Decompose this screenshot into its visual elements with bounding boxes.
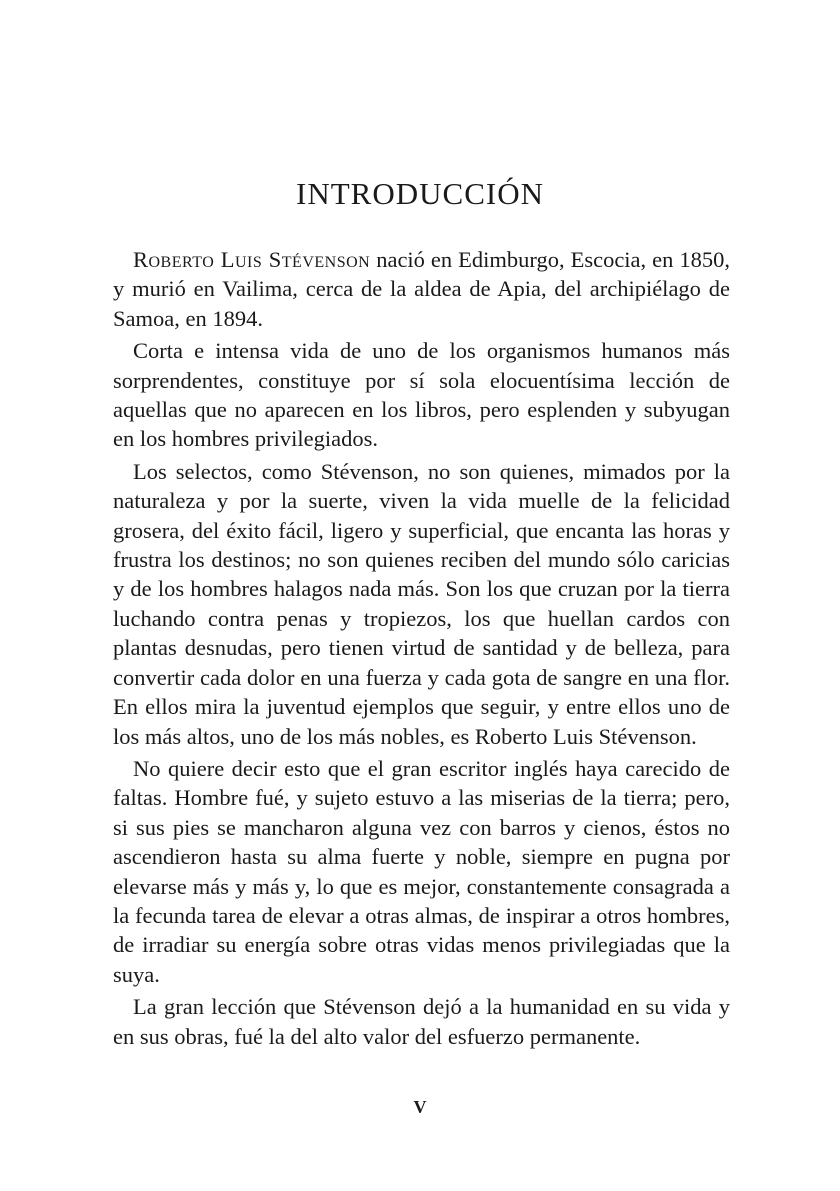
body-text <box>113 245 730 1051</box>
paragraph-5: La gran lección que Stévenson dejó a la humanidad en su vida y en sus obras, fué la del alto valor del esfuerzo permanente. <box>113 994 730 1049</box>
paragraph-1 <box>113 245 730 333</box>
paragraph-2: Corta e intensa vida de uno de los organismos humanos más sorprendentes, constituye por sí sola elocuentísima lección de aquellas que no aparecen en los libros, pero esplenden y subyugan en los hombres privilegiados. <box>113 338 730 452</box>
paragraph-1-text: nació en Edimburgo, Escocia, en 1850, y murió en Vailima, cerca de la aldea de Apia, del archipiélago de Samoa, en 1894. <box>113 247 731 331</box>
author-name: Roberto Luis Stévenson <box>133 247 371 272</box>
page-number: V <box>413 1097 427 1117</box>
page-title: INTRODUCCIÓN <box>296 176 544 211</box>
paragraph-3: Los selectos, como Stévenson, no son quienes, mimados por la naturaleza y por la suerte, viven la vida muelle de la felicidad grosera, del éxito fácil, ligero y superficial, que encanta las horas y frustra los destinos; no son quienes reciben del mundo sólo caricias y de los hombres halagos nada más. Son los que cruzan por la tierra luchando contra penas y tropiezos, los que huellan cardos con plantas desnudas, pero tienen virtud de santidad y de belleza, para convertir cada dolor en una fuerza y cada gota de sangre en una flor. En ellos mira la juventud ejemplos que seguir, y entre ellos uno de los más altos, uno de los más nobles, es Roberto Luis Stévenson. <box>113 458 730 749</box>
paragraph-4: No quiere decir esto que el gran escritor inglés haya carecido de faltas. Hombre fué, y sujeto estuvo a las miserias de la tierra; pero, si sus pies se mancharon alguna vez con barros y cienos, éstos no ascendieron hasta su alma fuerte y noble, siempre en pugna por elevarse más y más y, lo que es mejor, constantemente consagrada a la fecunda tarea de elevar a otras almas, de inspirar a otros hombres, de irradiar su energía sobre otras vidas menos privilegiadas que la suya. <box>113 755 730 987</box>
